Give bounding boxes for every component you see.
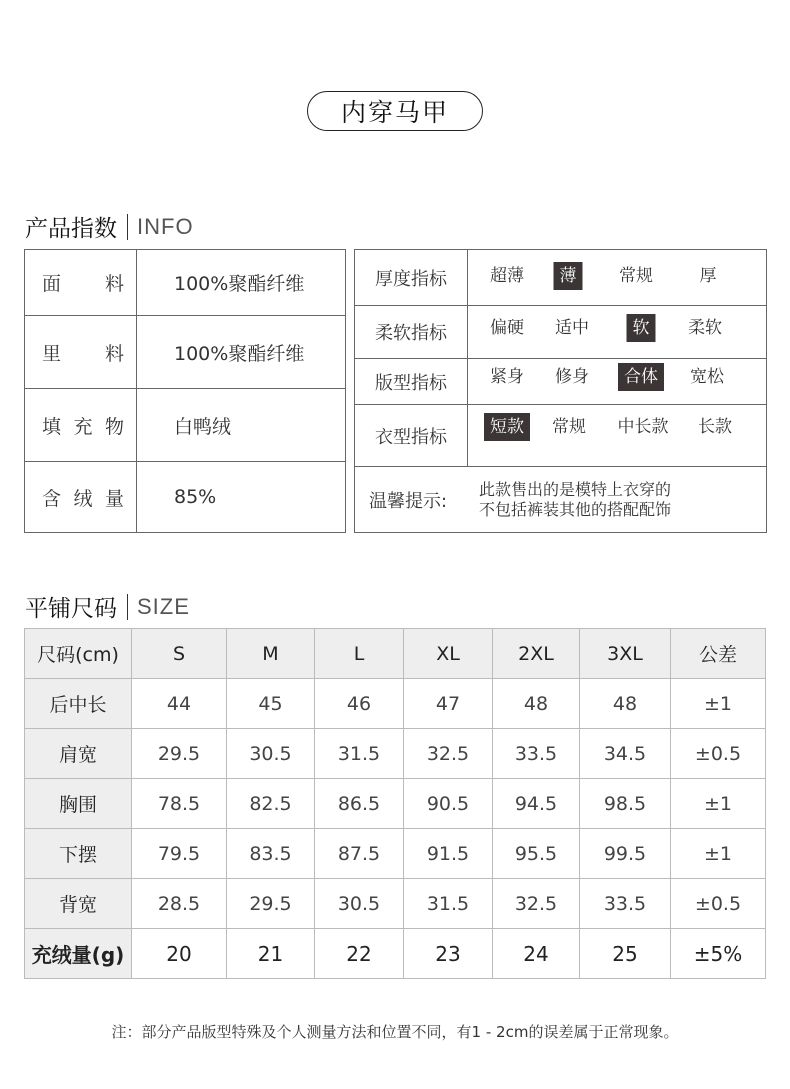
index-option-selected: 合体 bbox=[618, 363, 664, 391]
header-cell: S bbox=[132, 629, 227, 679]
label-char: 量 bbox=[104, 487, 124, 510]
index-options bbox=[468, 250, 766, 305]
info-row-fabric bbox=[25, 250, 345, 316]
index-option: 中长款 bbox=[617, 417, 669, 437]
label-char: 面 bbox=[42, 273, 62, 295]
index-table bbox=[354, 249, 767, 533]
index-option: 长款 bbox=[698, 417, 732, 437]
table-cell: 32.5 bbox=[404, 729, 493, 779]
table-cell: 20 bbox=[132, 929, 227, 979]
info-heading bbox=[25, 210, 194, 243]
index-label: 柔软指标 bbox=[355, 306, 468, 358]
size-heading-en: SIZE bbox=[137, 593, 190, 619]
table-row bbox=[25, 679, 766, 729]
table-cell: ±0.5 bbox=[671, 879, 766, 929]
table-cell: 48 bbox=[580, 679, 671, 729]
table-cell: 29.5 bbox=[132, 729, 227, 779]
label-char: 料 bbox=[104, 342, 124, 365]
table-cell: 48 bbox=[493, 679, 580, 729]
table-cell: 46 bbox=[315, 679, 404, 729]
label-char: 绒 bbox=[73, 487, 93, 510]
info-row-down-content bbox=[25, 462, 345, 532]
table-cell: 45 bbox=[227, 679, 315, 729]
table-cell: 44 bbox=[132, 679, 227, 729]
index-label: 衣型指标 bbox=[355, 405, 468, 466]
table-cell: 47 bbox=[404, 679, 493, 729]
index-options bbox=[468, 359, 766, 404]
index-options bbox=[468, 306, 766, 358]
info-heading-en: INFO bbox=[137, 213, 194, 239]
table-cell: 31.5 bbox=[315, 729, 404, 779]
product-info-table bbox=[24, 249, 346, 533]
index-options bbox=[468, 405, 766, 466]
info-label bbox=[25, 462, 137, 532]
page-title: 内穿马甲 bbox=[307, 91, 483, 131]
row-label-cell: 充绒量(g) bbox=[25, 929, 132, 979]
index-label: 厚度指标 bbox=[355, 250, 468, 305]
info-label bbox=[25, 316, 137, 388]
index-option: 厚 bbox=[699, 266, 717, 286]
table-cell: 90.5 bbox=[404, 779, 493, 829]
info-value: 85% bbox=[174, 486, 217, 508]
table-row bbox=[25, 929, 766, 979]
header-cell: M bbox=[227, 629, 315, 679]
footnote: 注：部分产品版型特殊及个人测量方法和位置不同，有1 - 2cm的误差属于正常现象。 bbox=[111, 1023, 679, 1041]
table-cell: 94.5 bbox=[493, 779, 580, 829]
table-cell: 79.5 bbox=[132, 829, 227, 879]
table-cell: 31.5 bbox=[404, 879, 493, 929]
label-char: 料 bbox=[104, 273, 124, 295]
info-row-filling bbox=[25, 389, 345, 462]
index-option-selected: 薄 bbox=[554, 262, 583, 290]
row-label-cell: 胸围 bbox=[25, 779, 132, 829]
table-cell: 33.5 bbox=[580, 879, 671, 929]
index-option: 宽松 bbox=[690, 367, 724, 387]
label-char: 含 bbox=[42, 487, 62, 510]
index-row-softness bbox=[355, 306, 766, 359]
table-cell: 32.5 bbox=[493, 879, 580, 929]
label-char: 填 bbox=[42, 415, 62, 438]
info-label bbox=[25, 250, 137, 315]
tip-label: 温馨提示: bbox=[369, 490, 448, 512]
index-row-fit bbox=[355, 359, 766, 405]
row-label-cell: 背宽 bbox=[25, 879, 132, 929]
info-value: 100%聚酯纤维 bbox=[174, 273, 305, 295]
header-cell: 公差 bbox=[671, 629, 766, 679]
size-heading bbox=[25, 590, 190, 623]
info-row-lining bbox=[25, 316, 345, 389]
size-header-row bbox=[25, 629, 766, 679]
label-char: 物 bbox=[104, 415, 124, 438]
table-cell: 25 bbox=[580, 929, 671, 979]
table-cell: 22 bbox=[315, 929, 404, 979]
table-row bbox=[25, 879, 766, 929]
table-cell: ±0.5 bbox=[671, 729, 766, 779]
label-char: 里 bbox=[42, 342, 62, 365]
index-option: 紧身 bbox=[490, 367, 524, 387]
index-option: 超薄 bbox=[490, 266, 524, 286]
header-cell: 3XL bbox=[580, 629, 671, 679]
label-char: 充 bbox=[73, 415, 93, 438]
table-row bbox=[25, 829, 766, 879]
heading-divider bbox=[127, 594, 128, 620]
header-cell: 尺码(cm) bbox=[25, 629, 132, 679]
table-cell: 24 bbox=[493, 929, 580, 979]
tip-line: 此款售出的是模特上衣穿的 bbox=[479, 479, 672, 499]
index-option: 常规 bbox=[619, 266, 653, 286]
header-cell: XL bbox=[404, 629, 493, 679]
header-cell: L bbox=[315, 629, 404, 679]
index-option: 柔软 bbox=[688, 318, 722, 338]
table-cell: ±5% bbox=[671, 929, 766, 979]
table-row bbox=[25, 729, 766, 779]
index-option: 偏硬 bbox=[490, 318, 524, 338]
table-cell: ±1 bbox=[671, 829, 766, 879]
index-option-selected: 软 bbox=[627, 314, 656, 342]
table-cell: 99.5 bbox=[580, 829, 671, 879]
header-cell: 2XL bbox=[493, 629, 580, 679]
row-label-cell: 下摆 bbox=[25, 829, 132, 879]
table-cell: ±1 bbox=[671, 779, 766, 829]
index-option: 适中 bbox=[555, 318, 589, 338]
table-cell: 23 bbox=[404, 929, 493, 979]
info-heading-zh: 产品指数 bbox=[25, 216, 117, 242]
table-cell: 83.5 bbox=[227, 829, 315, 879]
index-row-thickness bbox=[355, 250, 766, 306]
tip-row bbox=[355, 467, 766, 532]
index-row-length bbox=[355, 405, 766, 467]
size-heading-zh: 平铺尺码 bbox=[25, 596, 117, 622]
info-value: 白鸭绒 bbox=[174, 415, 232, 438]
index-option: 常规 bbox=[552, 417, 586, 437]
table-row bbox=[25, 779, 766, 829]
table-cell: 29.5 bbox=[227, 879, 315, 929]
index-option-selected: 短款 bbox=[484, 413, 530, 441]
table-cell: 78.5 bbox=[132, 779, 227, 829]
table-cell: 21 bbox=[227, 929, 315, 979]
tip-line: 不包括裤装其他的搭配配饰 bbox=[479, 499, 672, 519]
table-cell: 86.5 bbox=[315, 779, 404, 829]
table-cell: 82.5 bbox=[227, 779, 315, 829]
table-cell: 98.5 bbox=[580, 779, 671, 829]
row-label-cell: 后中长 bbox=[25, 679, 132, 729]
info-label bbox=[25, 389, 137, 461]
table-cell: 28.5 bbox=[132, 879, 227, 929]
index-label: 版型指标 bbox=[355, 359, 468, 404]
tip-text bbox=[479, 480, 671, 520]
heading-divider bbox=[127, 214, 128, 240]
size-table bbox=[24, 628, 766, 979]
table-cell: 87.5 bbox=[315, 829, 404, 879]
table-cell: ±1 bbox=[671, 679, 766, 729]
table-cell: 95.5 bbox=[493, 829, 580, 879]
table-cell: 33.5 bbox=[493, 729, 580, 779]
table-cell: 34.5 bbox=[580, 729, 671, 779]
table-cell: 30.5 bbox=[227, 729, 315, 779]
table-cell: 91.5 bbox=[404, 829, 493, 879]
index-option: 修身 bbox=[555, 367, 589, 387]
info-value: 100%聚酯纤维 bbox=[174, 342, 305, 365]
table-cell: 30.5 bbox=[315, 879, 404, 929]
row-label-cell: 肩宽 bbox=[25, 729, 132, 779]
